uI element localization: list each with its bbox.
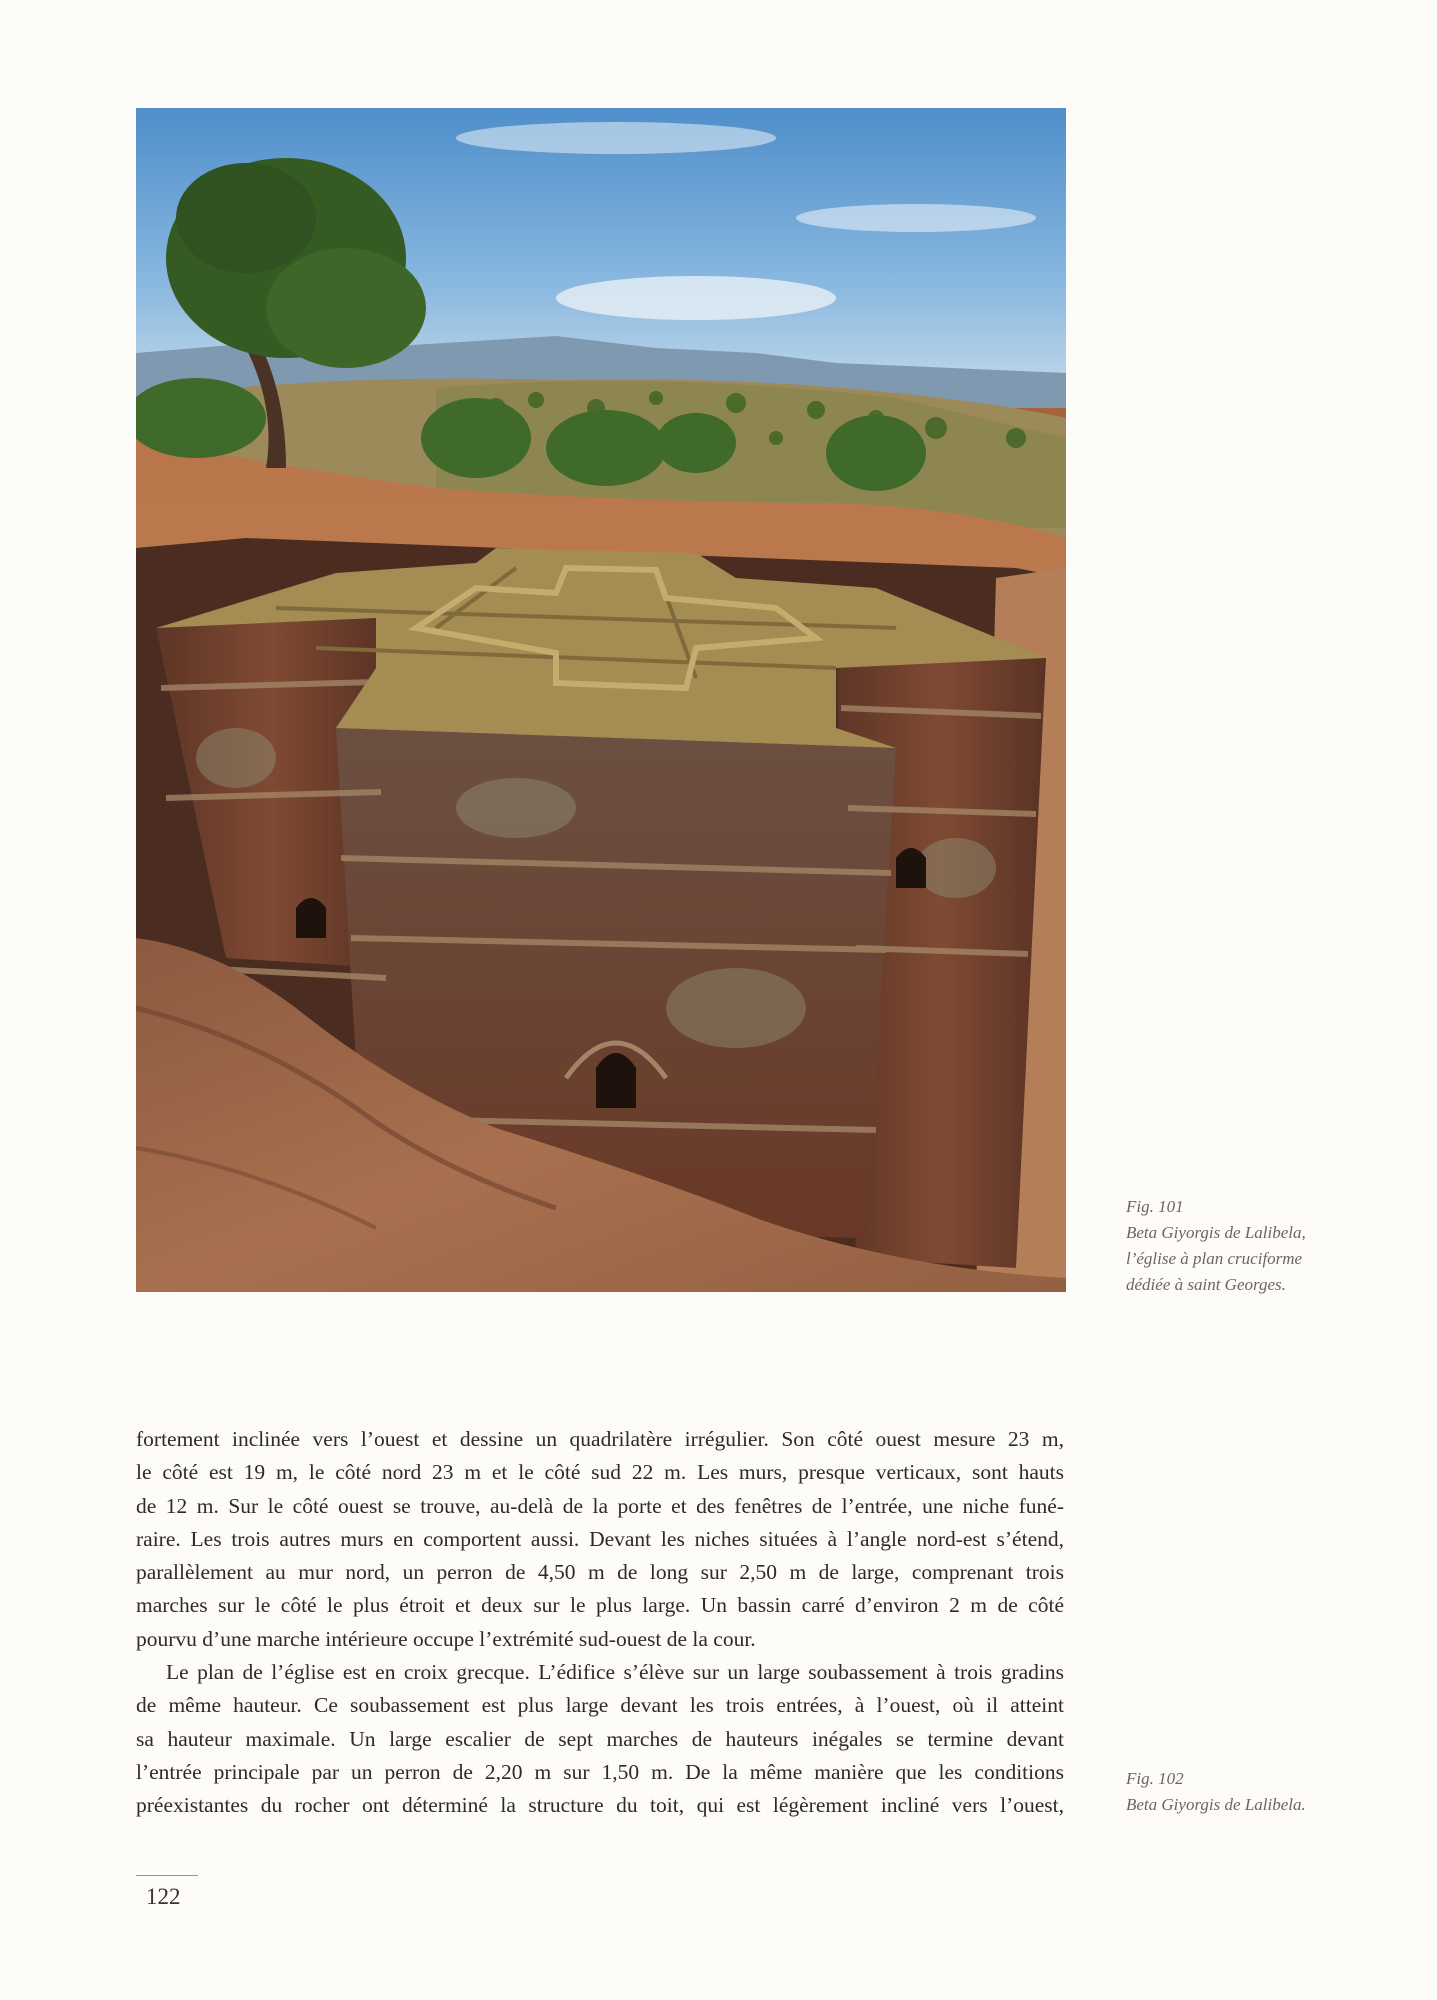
text-line: le côté est 19 m, le côté nord 23 m et le côté sud 22 m. Les murs, presque verticaux, sont hauts (136, 1460, 1064, 1485)
paragraph (136, 1656, 1064, 1822)
caption-figure-number: Fig. 101 (1126, 1197, 1184, 1216)
text-line: raire. Les trois autres murs en comportent aussi. Devant les niches situées à l’angle nord-est s’étend, (136, 1526, 1064, 1551)
footer-rule (136, 1875, 198, 1876)
text-line: l’entrée principale par un perron de 2,20 m sur 1,50 m. De la même manière que les conditions (136, 1759, 1064, 1784)
text-line: sa hauteur maximale. Un large escalier de sept marches de hauteurs inégales se termine devant (136, 1726, 1064, 1751)
body-text (136, 1423, 1064, 1823)
page-number: 122 (146, 1884, 181, 1909)
caption-line: Beta Giyorgis de Lalibela. (1126, 1795, 1306, 1814)
figure-101-photo (136, 108, 1066, 1292)
text-line: parallèlement au mur nord, un perron de 4,50 m de long sur 2,50 m de large, comprenant trois (136, 1560, 1064, 1585)
figure-101-caption (1126, 1194, 1376, 1298)
text-line: fortement inclinée vers l’ouest et dessine un quadrilatère irrégulier. Son côté ouest mesure 23 m, (136, 1427, 1064, 1451)
caption-line: l’église à plan cruciforme (1126, 1249, 1303, 1268)
text-line: préexistantes du rocher ont déterminé la structure du toit, qui est légèrement incliné vers l’ouest, (136, 1793, 1064, 1818)
figure-102-caption (1126, 1766, 1376, 1818)
rock-hewn-church-photo-icon (136, 108, 1066, 1292)
paragraph (136, 1423, 1064, 1656)
text-line: marches sur le côté le plus étroit et deux sur le plus large. Un bassin carré d’environ 2 m de côté (136, 1593, 1064, 1618)
text-line: de 12 m. Sur le côté ouest se trouve, au-delà de la porte et des fenêtres de l’entrée, une niche funé- (136, 1493, 1064, 1518)
caption-line: Beta Giyorgis de Lalibela, (1126, 1223, 1306, 1242)
caption-figure-number: Fig. 102 (1126, 1769, 1184, 1788)
text-line: pourvu d’une marche intérieure occupe l’extrémité sud-ouest de la cour. (136, 1626, 756, 1651)
caption-line: dédiée à saint Georges. (1126, 1275, 1286, 1294)
text-line: Le plan de l’église est en croix grecque. L’édifice s’élève sur un large soubassement à trois gradins (166, 1660, 1064, 1685)
text-line: de même hauteur. Ce soubassement est plus large devant les trois entrées, à l’ouest, où il atteint (136, 1693, 1064, 1718)
